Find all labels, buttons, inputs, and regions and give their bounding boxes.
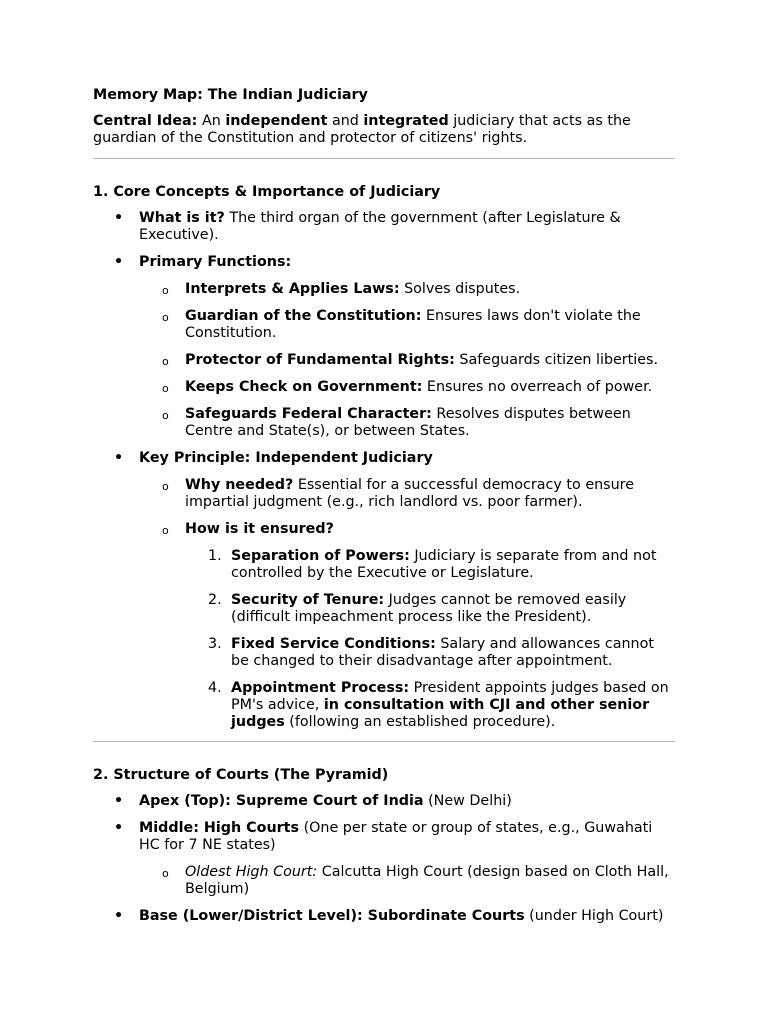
list-item-base [93, 908, 675, 925]
central-text-3: judiciary that acts as the guardian of the Constitution and protector of citizens' rights. [93, 113, 631, 146]
item-number: 2. [208, 592, 222, 608]
list-item-middle [93, 820, 675, 898]
list-item-function [139, 379, 675, 396]
central-bold-1: independent [225, 113, 328, 129]
functions-sublist [139, 281, 675, 440]
item-label: Interprets & Applies Laws: [185, 281, 400, 297]
item-text: Safeguards citizen liberties. [454, 352, 659, 368]
section-2-list [93, 793, 675, 925]
item-text: The third organ of the government (after Legislature & Executive). [139, 210, 621, 243]
item-text: Judges cannot be removed easily (difficult impeachment process like the President). [231, 592, 627, 625]
item-label: Apex (Top): Supreme Court of India [139, 793, 424, 809]
item-label: Base (Lower/District Level): Subordinate Courts [139, 908, 525, 924]
list-item-apex [93, 793, 675, 810]
item-label: Separation of Powers: [231, 548, 410, 564]
item-label: How is it ensured? [185, 521, 334, 537]
list-item-why-needed [139, 477, 675, 511]
item-text: Solves disputes. [399, 281, 521, 297]
item-text: Calcutta High Court (design based on Cloth Hall, Belgium) [185, 864, 669, 897]
item-text: (under High Court) [524, 908, 664, 924]
how-ensured-numbered-list [185, 548, 675, 731]
list-item-key-principle [93, 450, 675, 731]
item-text: Essential for a successful democracy to ensure impartial judgment (e.g., rich landlord vs. poor farmer). [185, 477, 635, 510]
item-text: (New Delhi) [423, 793, 512, 809]
list-item-primary-functions [93, 254, 675, 440]
divider-1 [93, 158, 675, 159]
list-item-what-is-it [93, 210, 675, 244]
item-text: (One per state or group of states, e.g., Guwahati HC for 7 NE states) [139, 820, 653, 853]
item-text: Resolves disputes between Centre and State(s), or between States. [185, 406, 631, 439]
item-label: Why needed? [185, 477, 294, 493]
item-number: 3. [208, 636, 222, 652]
central-bold-2: integrated [363, 113, 449, 129]
central-text-1: An [197, 113, 226, 129]
principle-sublist [139, 477, 675, 731]
list-item-oldest-high-court [139, 864, 675, 898]
list-item-function [139, 308, 675, 342]
item-label: Protector of Fundamental Rights: [185, 352, 455, 368]
item-text: (following an established procedure). [284, 714, 556, 730]
item-number: 1. [208, 548, 222, 564]
document-page [93, 87, 675, 935]
item-label: Keeps Check on Government: [185, 379, 423, 395]
central-text-2: and [327, 113, 364, 129]
document-title: Memory Map: The Indian Judiciary [93, 87, 368, 103]
list-item-function [139, 406, 675, 440]
item-label: Security of Tenure: [231, 592, 385, 608]
item-number: 4. [208, 680, 222, 696]
item-label: Oldest High Court: [185, 864, 318, 880]
list-item-function [139, 352, 675, 369]
item-text: President appoints judges based on PM's advice, [231, 680, 669, 713]
middle-sublist [139, 864, 675, 898]
numbered-item [185, 636, 675, 670]
central-idea [93, 113, 675, 147]
item-emphasis: in consultation with CJI and other senior judges [231, 697, 650, 730]
item-label: Middle: High Courts [139, 820, 300, 836]
item-label: • Key Principle: Independent Judiciary [139, 450, 433, 466]
item-text: Judiciary is separate from and not controlled by the Executive or Legislature. [231, 548, 657, 581]
numbered-item [185, 592, 675, 626]
section-1-list [93, 210, 675, 731]
numbered-item [185, 548, 675, 582]
item-label: Appointment Process: [231, 680, 410, 696]
numbered-item [185, 680, 675, 731]
central-idea-label: Central Idea: [93, 113, 198, 129]
list-item-how-ensured [139, 521, 675, 731]
item-label: Guardian of the Constitution: [185, 308, 422, 324]
divider-2 [93, 741, 675, 742]
item-text: Salary and allowances cannot be changed to their disadvantage after appointment. [231, 636, 654, 669]
list-item-function [139, 281, 675, 298]
item-label: Fixed Service Conditions: [231, 636, 436, 652]
item-text: Ensures laws don't violate the Constitution. [185, 308, 641, 341]
item-label: Safeguards Federal Character: [185, 406, 432, 422]
item-label: • Primary Functions: [139, 254, 292, 270]
section-1-heading: 1. Core Concepts & Importance of Judiciary [93, 184, 441, 200]
item-label: What is it? [139, 210, 225, 226]
section-2-heading: 2. Structure of Courts (The Pyramid) [93, 767, 389, 783]
item-text: Ensures no overreach of power. [422, 379, 653, 395]
